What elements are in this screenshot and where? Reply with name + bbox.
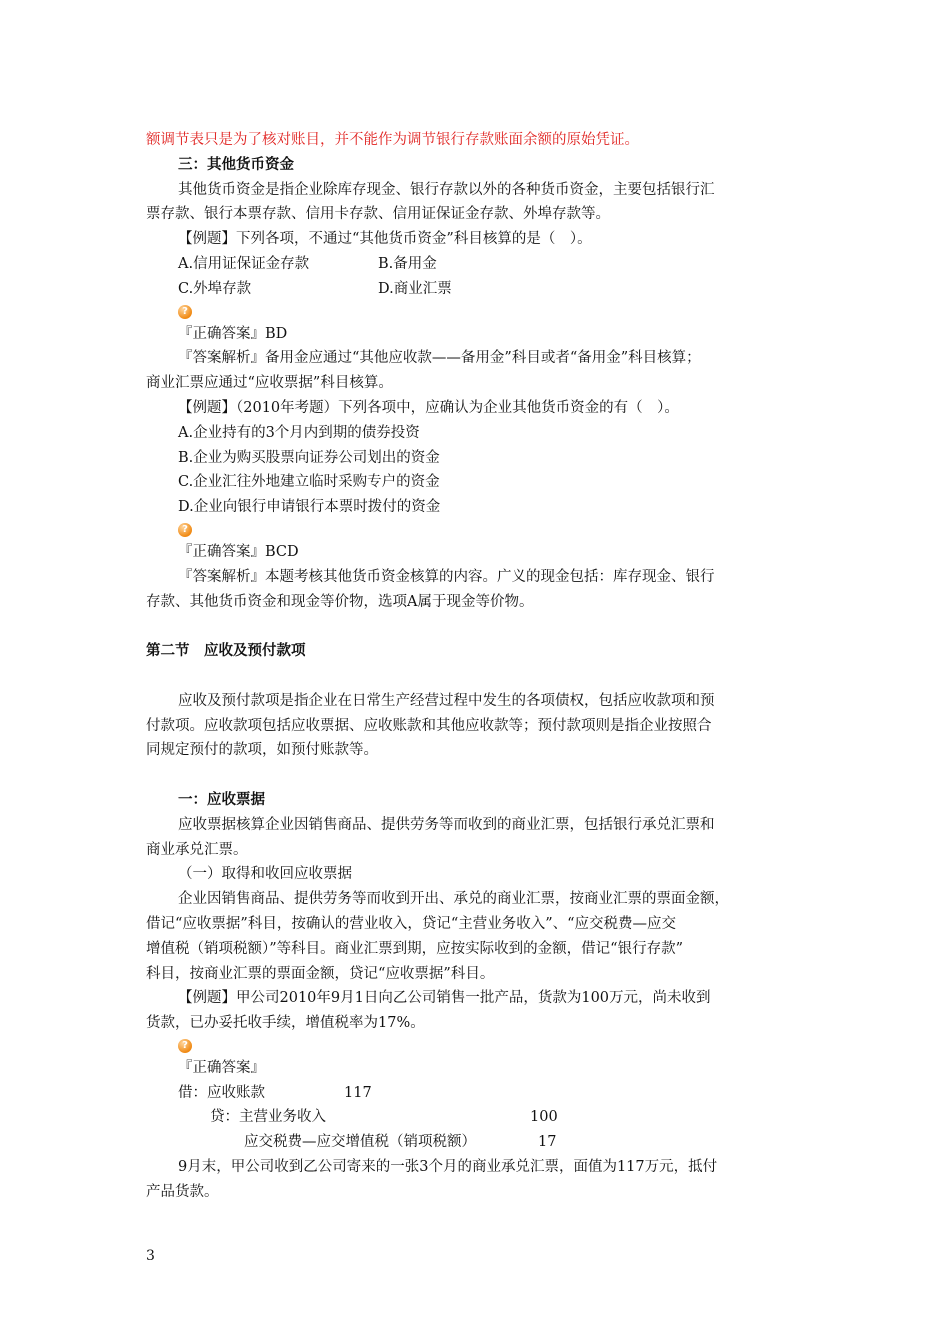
paragraph: 应收及预付款项是指企业在日常生产经营过程中发生的各项债权，包括应收款项和预 bbox=[178, 692, 715, 709]
answer-toggle-icon[interactable]: ? bbox=[178, 305, 192, 319]
example-question: 【例题】下列各项，不通过“其他货币资金”科目核算的是（ ）。 bbox=[178, 231, 592, 248]
paragraph: 其他货币资金是指企业除库存现金、银行存款以外的各种货币资金，主要包括银行汇 bbox=[178, 181, 715, 198]
option-d: D.企业向银行申请银行本票时拨付的资金 bbox=[178, 499, 441, 516]
credit-account: 应交税费—应交增值税（销项税额） bbox=[244, 1134, 476, 1151]
red-note: 额调节表只是为了核对账目，并不能作为调节银行存款账面余额的原始凭证。 bbox=[146, 132, 639, 148]
answer-explanation: 存款、其他货币资金和现金等价物，选项A属于现金等价物。 bbox=[146, 593, 534, 610]
debit-account: 借：应收账款 bbox=[178, 1084, 265, 1101]
document-page bbox=[146, 128, 810, 1205]
paragraph: 科目，按商业汇票的票面金额，贷记“应收票据”科目。 bbox=[146, 965, 495, 982]
journal-credit-line bbox=[146, 1105, 810, 1130]
paragraph: 应收票据核算企业因销售商品、提供劳务等而收到的商业汇票，包括银行承兑汇票和 bbox=[178, 816, 715, 833]
answer-toggle-icon[interactable]: ? bbox=[178, 1039, 192, 1053]
paragraph: 企业因销售商品、提供劳务等而收到开出、承兑的商业汇票，按商业汇票的票面金额， bbox=[178, 891, 729, 908]
option-d: D.商业汇票 bbox=[378, 280, 452, 297]
answer-explanation: 『答案解析』本题考核其他货币资金核算的内容。广义的现金包括：库存现金、银行 bbox=[178, 568, 715, 585]
paragraph: 同规定预付的款项，如预付账款等。 bbox=[146, 742, 378, 759]
answer-explanation: 商业汇票应通过“应收票据”科目核算。 bbox=[146, 375, 393, 392]
correct-answer: 『正确答案』BD bbox=[178, 325, 288, 342]
section-heading: 第二节 应收及预付款项 bbox=[146, 643, 306, 660]
journal-credit-line bbox=[146, 1130, 810, 1155]
options-row bbox=[146, 277, 810, 302]
page-number: 3 bbox=[146, 1248, 155, 1264]
answer-toggle-icon[interactable]: ? bbox=[178, 523, 192, 537]
answer-explanation: 『答案解析』备用金应通过“其他应收款——备用金”科目或者“备用金”科目核算； bbox=[178, 350, 701, 367]
debit-amount: 117 bbox=[344, 1084, 372, 1101]
subheading: （一）取得和收回应收票据 bbox=[178, 866, 352, 883]
example-question: 【例题】甲公司2010年9月1日向乙公司销售一批产品，货款为100万元，尚未收到 bbox=[178, 990, 711, 1007]
example-question: 货款，已办妥托收手续，增值税率为17%。 bbox=[146, 1015, 425, 1032]
option-c: C.企业汇往外地建立临时采购专户的资金 bbox=[178, 474, 440, 491]
paragraph: 票存款、银行本票存款、信用卡存款、信用证保证金存款、外埠存款等。 bbox=[146, 206, 610, 223]
heading-other-funds: 三：其他货币资金 bbox=[178, 156, 294, 173]
credit-amount: 100 bbox=[530, 1109, 558, 1126]
correct-answer: 『正确答案』 bbox=[178, 1059, 265, 1076]
paragraph: 借记“应收票据”科目，按确认的营业收入，贷记“主营业务收入”、“应交税费—应交 bbox=[146, 915, 677, 932]
paragraph: 增值税（销项税额）”等科目。商业汇票到期，应按实际收到的金额，借记“银行存款” bbox=[146, 940, 683, 957]
paragraph: 9月末，甲公司收到乙公司寄来的一张3个月的商业承兑汇票，面值为117万元，抵付 bbox=[178, 1159, 718, 1176]
example-question: 【例题】（2010年考题）下列各项中，应确认为企业其他货币资金的有（ ）。 bbox=[178, 399, 679, 416]
option-b: B.企业为购买股票向证券公司划出的资金 bbox=[178, 449, 440, 466]
paragraph: 付款项。应收款项包括应收票据、应收账款和其他应收款等；预付款项则是指企业按照合 bbox=[146, 717, 712, 734]
options-row bbox=[146, 252, 810, 277]
paragraph: 商业承兑汇票。 bbox=[146, 841, 248, 858]
option-a: A.企业持有的3个月内到期的债券投资 bbox=[178, 424, 420, 441]
option-b: B.备用金 bbox=[378, 255, 437, 272]
option-c: C.外埠存款 bbox=[178, 280, 252, 297]
correct-answer: 『正确答案』BCD bbox=[178, 543, 299, 560]
credit-amount: 17 bbox=[538, 1134, 557, 1151]
paragraph: 产品货款。 bbox=[146, 1183, 219, 1200]
credit-account: 贷：主营业务收入 bbox=[210, 1109, 326, 1126]
option-a: A.信用证保证金存款 bbox=[178, 255, 310, 272]
heading-notes-receivable: 一：应收票据 bbox=[178, 791, 265, 808]
journal-debit-line bbox=[146, 1081, 810, 1106]
